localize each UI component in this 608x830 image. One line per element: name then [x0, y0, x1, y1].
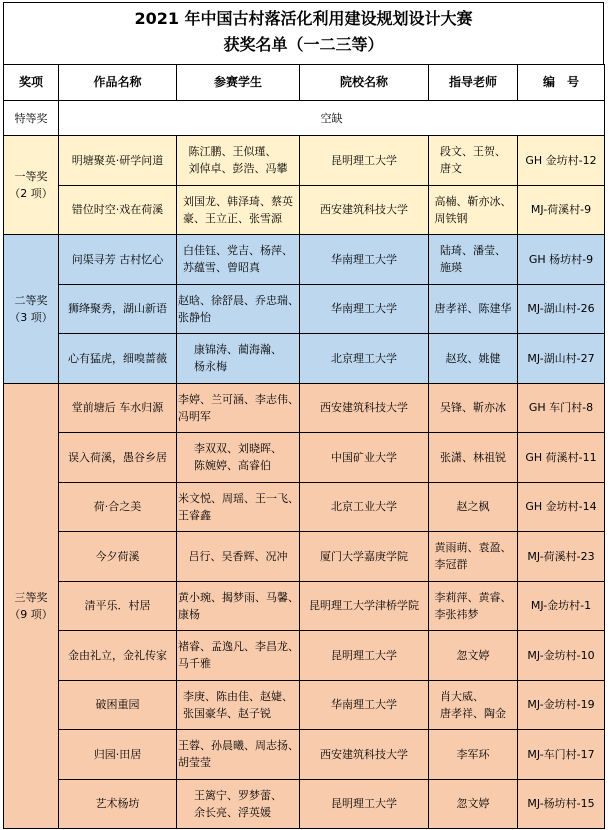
students-cell — [177, 284, 300, 334]
student-line: 苏蕴雪、曾昭真 — [183, 261, 260, 275]
student-line: 褚睿、孟逸凡、李昌龙、 — [178, 640, 299, 654]
school-name: 华南理工大学 — [300, 680, 429, 730]
student-line: 刘国龙、韩泽琦、蔡英 — [183, 194, 293, 208]
special-prize-label: 特等奖 — [4, 101, 59, 136]
award-table — [3, 64, 605, 829]
students-cell — [177, 730, 300, 780]
teachers-cell — [429, 631, 518, 681]
award-row — [4, 185, 605, 235]
school-name: 北京工业大学 — [300, 482, 429, 532]
award-count: （9 项） — [9, 607, 53, 621]
teachers-cell — [429, 334, 518, 384]
student-line: 杨永梅 — [194, 360, 227, 374]
teachers-cell — [429, 680, 518, 730]
teacher-line: 李冠群 — [434, 558, 468, 572]
work-name: 堂前塘后 车水归源 — [59, 383, 177, 433]
students-cell — [177, 136, 300, 186]
student-line: 刘倬卓、彭浩、冯攀 — [188, 162, 288, 176]
school-name: 西安建筑科技大学 — [300, 383, 429, 433]
teachers-cell — [429, 185, 518, 235]
work-name: 艺术杨坊 — [59, 779, 177, 829]
students-cell — [177, 235, 300, 285]
teachers-cell — [429, 779, 518, 829]
student-line: 余长亮、浮英媛 — [194, 805, 271, 819]
teacher-line: 忽文婷 — [456, 797, 490, 811]
student-line: 王蓉、孙晨曦、周志扬、 — [178, 739, 299, 753]
entry-code: MJ-金坊村-10 — [518, 631, 605, 681]
title-line-2: 获奖名单（一二三等） — [223, 35, 384, 54]
work-name: 金由礼立，金礼传家 — [59, 631, 177, 681]
award-count: （2 项） — [9, 187, 53, 200]
entry-code: MJ-杨坊村-15 — [518, 779, 605, 829]
student-line: 王篱宁、罗梦蕾、 — [194, 788, 282, 802]
students-cell — [177, 680, 300, 730]
award-count: （3 项） — [9, 310, 53, 324]
award-row — [4, 136, 605, 186]
header-code: 编 号 — [518, 65, 605, 101]
entry-code: GH 车门村-8 — [518, 383, 605, 433]
entry-code: GH 金坊村-14 — [518, 482, 605, 532]
teacher-line: 张潇、林祖锐 — [440, 450, 506, 464]
teacher-line: 唐孝祥、陈建华 — [434, 302, 512, 316]
entry-code: MJ-金坊村-1 — [518, 581, 605, 631]
special-prize-row — [4, 101, 605, 136]
teachers-cell — [429, 730, 518, 780]
student-line: 康锦涛、蔺海瀚、 — [194, 343, 282, 357]
award-label-cell — [4, 383, 59, 829]
school-name: 昆明理工大学津桥学院 — [300, 581, 429, 631]
award-row — [4, 730, 605, 780]
student-line: 李庚、陈由佳、赵婕、 — [183, 689, 293, 703]
students-cell — [177, 532, 300, 582]
teachers-cell — [429, 383, 518, 433]
teacher-line: 吴锋、靳亦冰 — [440, 401, 506, 415]
work-name: 归园·田居 — [59, 730, 177, 780]
student-line: 陈江鹏、王似瑾、 — [188, 145, 277, 159]
special-prize-value: 空缺 — [59, 101, 605, 136]
student-line: 赵晗、徐舒晨、乔忠瑞、 — [178, 293, 299, 307]
entry-code: GH 金坊村-12 — [518, 136, 605, 186]
student-line: 冯明军 — [178, 409, 211, 423]
students-cell — [177, 433, 300, 483]
school-name: 中国矿业大学 — [300, 433, 429, 483]
work-name: 破困重园 — [59, 680, 177, 730]
students-cell — [177, 779, 300, 829]
work-name: 错位时空·戏在荷溪 — [59, 185, 177, 235]
award-row — [4, 334, 605, 384]
header-school: 院校名称 — [300, 65, 429, 101]
school-name: 厦门大学嘉庚学院 — [300, 532, 429, 582]
teacher-line: 唐文 — [440, 162, 462, 176]
teachers-cell — [429, 482, 518, 532]
entry-code: MJ-金坊村-19 — [518, 680, 605, 730]
student-line: 李婷、兰可涵、李志伟、 — [178, 392, 299, 406]
teachers-cell — [429, 532, 518, 582]
school-name: 华南理工大学 — [300, 235, 429, 285]
school-name: 北京理工大学 — [300, 334, 429, 384]
work-name: 荷·合之美 — [59, 482, 177, 532]
work-name: 误入荷溪，愚谷乡居 — [59, 433, 177, 483]
second-prize-group — [4, 235, 605, 384]
header-award: 奖项 — [4, 65, 59, 101]
teacher-line: 陆琦、潘莹、 — [440, 244, 506, 258]
student-line: 黄小琬、揭梦雨、马馨、 — [178, 590, 299, 604]
student-line: 吕行、吴香辉、况冲 — [188, 549, 288, 563]
teachers-cell — [429, 284, 518, 334]
teachers-cell — [429, 433, 518, 483]
teacher-line: 赵之枫 — [456, 500, 490, 514]
award-row — [4, 433, 605, 483]
teacher-line: 段文、王贺、 — [440, 145, 506, 159]
award-row — [4, 532, 605, 582]
entry-code: GH 荷溪村-11 — [518, 433, 605, 483]
teacher-line: 高楠、靳亦冰、 — [434, 194, 512, 208]
student-line: 马千雅 — [178, 657, 211, 671]
award-sheet — [3, 2, 604, 829]
award-row — [4, 482, 605, 532]
award-row — [4, 284, 605, 334]
award-label: 二等奖 — [14, 293, 48, 307]
award-label-cell — [4, 235, 59, 384]
teacher-line: 唐孝祥、陶金 — [440, 706, 506, 720]
school-name: 西安建筑科技大学 — [300, 185, 429, 235]
entry-code: MJ-荷溪村-23 — [518, 532, 605, 582]
teachers-cell — [429, 581, 518, 631]
award-row — [4, 581, 605, 631]
student-line: 王睿鑫 — [178, 508, 211, 522]
award-row — [4, 631, 605, 681]
third-prize-group — [4, 383, 605, 829]
teacher-line: 赵玫、姚健 — [445, 351, 501, 365]
school-name: 昆明理工大学 — [300, 779, 429, 829]
student-line: 张国豪华、赵子锐 — [183, 706, 271, 720]
student-line: 张静怡 — [178, 310, 211, 324]
entry-code: MJ-湖山村-27 — [518, 334, 605, 384]
school-name: 昆明理工大学 — [300, 631, 429, 681]
teacher-line: 黄雨萌、袁盈、 — [434, 541, 512, 555]
students-cell — [177, 383, 300, 433]
special-prize-group — [4, 101, 605, 136]
entry-code: MJ-湖山村-26 — [518, 284, 605, 334]
students-cell — [177, 185, 300, 235]
header-teachers: 指导老师 — [429, 65, 518, 101]
teacher-line: 李张祎梦 — [434, 607, 479, 621]
teacher-line: 忽文婷 — [456, 648, 490, 662]
work-name: 心有猛虎，细嗅蔷薇 — [59, 334, 177, 384]
students-cell — [177, 631, 300, 681]
teacher-line: 肖大威、 — [440, 689, 484, 703]
work-name: 狮绛聚秀，湖山新语 — [59, 284, 177, 334]
work-name: 清平乐．村居 — [59, 581, 177, 631]
school-name: 华南理工大学 — [300, 284, 429, 334]
award-label: 一等奖 — [14, 170, 48, 183]
student-line: 陈婉婷、高睿伯 — [194, 459, 271, 473]
header-students: 参赛学生 — [177, 65, 300, 101]
work-name: 问渠寻芳 古村忆心 — [59, 235, 177, 285]
student-line: 米文悦、周瑶、王一飞、 — [178, 491, 299, 505]
entry-code: GH 杨坊村-9 — [518, 235, 605, 285]
school-name: 西安建筑科技大学 — [300, 730, 429, 780]
award-label: 三等奖 — [14, 590, 48, 604]
entry-code: MJ-荷溪村-9 — [518, 185, 605, 235]
students-cell — [177, 581, 300, 631]
work-name: 明塘聚英·研学问道 — [59, 136, 177, 186]
teacher-line: 周铁钢 — [434, 211, 468, 225]
students-cell — [177, 334, 300, 384]
entry-code: MJ-车门村-17 — [518, 730, 605, 780]
award-row — [4, 383, 605, 433]
student-line: 白佳钰、党吉、杨萍、 — [183, 244, 293, 258]
students-cell — [177, 482, 300, 532]
work-name: 今夕荷溪 — [59, 532, 177, 582]
first-prize-group — [4, 136, 605, 235]
student-line: 豪、王立正、张雪源 — [183, 211, 282, 225]
student-line: 李双双、刘晓晖、 — [194, 442, 282, 456]
school-name: 昆明理工大学 — [300, 136, 429, 186]
student-line: 胡莹莹 — [178, 756, 211, 770]
teacher-line: 施瑛 — [440, 261, 462, 275]
header-work: 作品名称 — [59, 65, 177, 101]
teacher-line: 李莉萍、黄睿、 — [434, 590, 512, 604]
title-line-1: 2021 年中国古村落活化利用建设规划设计大赛 — [134, 9, 473, 28]
award-row — [4, 680, 605, 730]
award-row — [4, 779, 605, 829]
title-box — [3, 2, 604, 64]
header-row — [4, 65, 605, 101]
award-label-cell — [4, 136, 59, 235]
teachers-cell — [429, 235, 518, 285]
award-row — [4, 235, 605, 285]
teachers-cell — [429, 136, 518, 186]
teacher-line: 李军环 — [456, 747, 490, 761]
student-line: 康杨 — [178, 607, 200, 621]
